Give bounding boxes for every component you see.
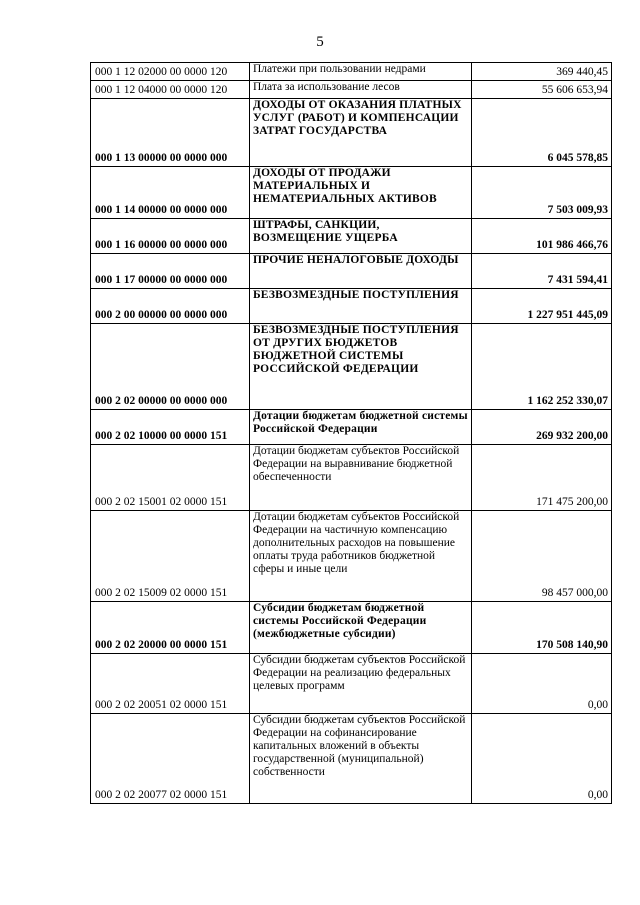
revenue-amount: 0,00	[472, 654, 612, 714]
revenue-name: БЕЗВОЗМЕЗДНЫЕ ПОСТУПЛЕНИЯ ОТ ДРУГИХ БЮДЖЕТОВ БЮДЖЕТНОЙ СИСТЕМЫ РОССИЙСКОЙ ФЕДЕРАЦИИ	[250, 324, 472, 410]
revenue-amount: 7 503 009,93	[472, 167, 612, 219]
table-row	[91, 654, 612, 714]
table-row	[91, 99, 612, 167]
revenue-amount: 6 045 578,85	[472, 99, 612, 167]
budget-code: 000 2 02 00000 00 0000 000	[91, 324, 250, 410]
table-row	[91, 289, 612, 324]
budget-code: 000 1 12 04000 00 0000 120	[91, 81, 250, 99]
revenue-amount: 269 932 200,00	[472, 410, 612, 445]
budget-code: 000 2 02 10000 00 0000 151	[91, 410, 250, 445]
table-row	[91, 511, 612, 602]
revenue-name: Субсидии бюджетам субъектов Российской Федерации на софинансирование капитальных вложений в объекты государственной (муниципальной) собственности	[250, 714, 472, 804]
table-row	[91, 254, 612, 289]
table-row	[91, 63, 612, 81]
revenue-name: Плата за использование лесов	[250, 81, 472, 99]
revenue-amount: 1 162 252 330,07	[472, 324, 612, 410]
revenue-name: ПРОЧИЕ НЕНАЛОГОВЫЕ ДОХОДЫ	[250, 254, 472, 289]
budget-code: 000 1 13 00000 00 0000 000	[91, 99, 250, 167]
budget-code: 000 2 02 20077 02 0000 151	[91, 714, 250, 804]
budget-code: 000 1 14 00000 00 0000 000	[91, 167, 250, 219]
table-row	[91, 219, 612, 254]
budget-code: 000 2 02 15009 02 0000 151	[91, 511, 250, 602]
table-row	[91, 410, 612, 445]
budget-code: 000 1 16 00000 00 0000 000	[91, 219, 250, 254]
budget-code: 000 2 00 00000 00 0000 000	[91, 289, 250, 324]
revenue-name: Дотации бюджетам бюджетной системы Российской Федерации	[250, 410, 472, 445]
revenue-name: Платежи при пользовании недрами	[250, 63, 472, 81]
revenue-amount: 171 475 200,00	[472, 445, 612, 511]
budget-code: 000 2 02 20051 02 0000 151	[91, 654, 250, 714]
table-row	[91, 324, 612, 410]
table-row	[91, 714, 612, 804]
revenue-name: ШТРАФЫ, САНКЦИИ, ВОЗМЕЩЕНИЕ УЩЕРБА	[250, 219, 472, 254]
table-row	[91, 81, 612, 99]
revenue-amount: 0,00	[472, 714, 612, 804]
table-row	[91, 167, 612, 219]
budget-code: 000 1 17 00000 00 0000 000	[91, 254, 250, 289]
budget-code: 000 1 12 02000 00 0000 120	[91, 63, 250, 81]
revenue-name: ДОХОДЫ ОТ ПРОДАЖИ МАТЕРИАЛЬНЫХ И НЕМАТЕРИАЛЬНЫХ АКТИВОВ	[250, 167, 472, 219]
budget-code: 000 2 02 15001 02 0000 151	[91, 445, 250, 511]
page-number: 5	[316, 34, 324, 50]
revenue-amount: 98 457 000,00	[472, 511, 612, 602]
revenue-name: Субсидии бюджетам субъектов Российской Федерации на реализацию федеральных целевых программ	[250, 654, 472, 714]
revenue-name: Дотации бюджетам субъектов Российской Федерации на выравнивание бюджетной обеспеченности	[250, 445, 472, 511]
revenue-amount: 101 986 466,76	[472, 219, 612, 254]
revenue-amount: 369 440,45	[472, 63, 612, 81]
revenue-name: БЕЗВОЗМЕЗДНЫЕ ПОСТУПЛЕНИЯ	[250, 289, 472, 324]
revenue-name: Дотации бюджетам субъектов Российской Федерации на частичную компенсацию дополнительных расходов на повышение оплаты труда работников бюджетной сферы и иные цели	[250, 511, 472, 602]
budget-revenue-table	[90, 62, 612, 804]
revenue-amount: 7 431 594,41	[472, 254, 612, 289]
table-row	[91, 445, 612, 511]
budget-code: 000 2 02 20000 00 0000 151	[91, 602, 250, 654]
revenue-amount: 170 508 140,90	[472, 602, 612, 654]
revenue-name: Субсидии бюджетам бюджетной системы Российской Федерации (межбюджетные субсидии)	[250, 602, 472, 654]
revenue-amount: 1 227 951 445,09	[472, 289, 612, 324]
table-row	[91, 602, 612, 654]
revenue-amount: 55 606 653,94	[472, 81, 612, 99]
revenue-name: ДОХОДЫ ОТ ОКАЗАНИЯ ПЛАТНЫХ УСЛУГ (РАБОТ) И КОМПЕНСАЦИИ ЗАТРАТ ГОСУДАРСТВА	[250, 99, 472, 167]
